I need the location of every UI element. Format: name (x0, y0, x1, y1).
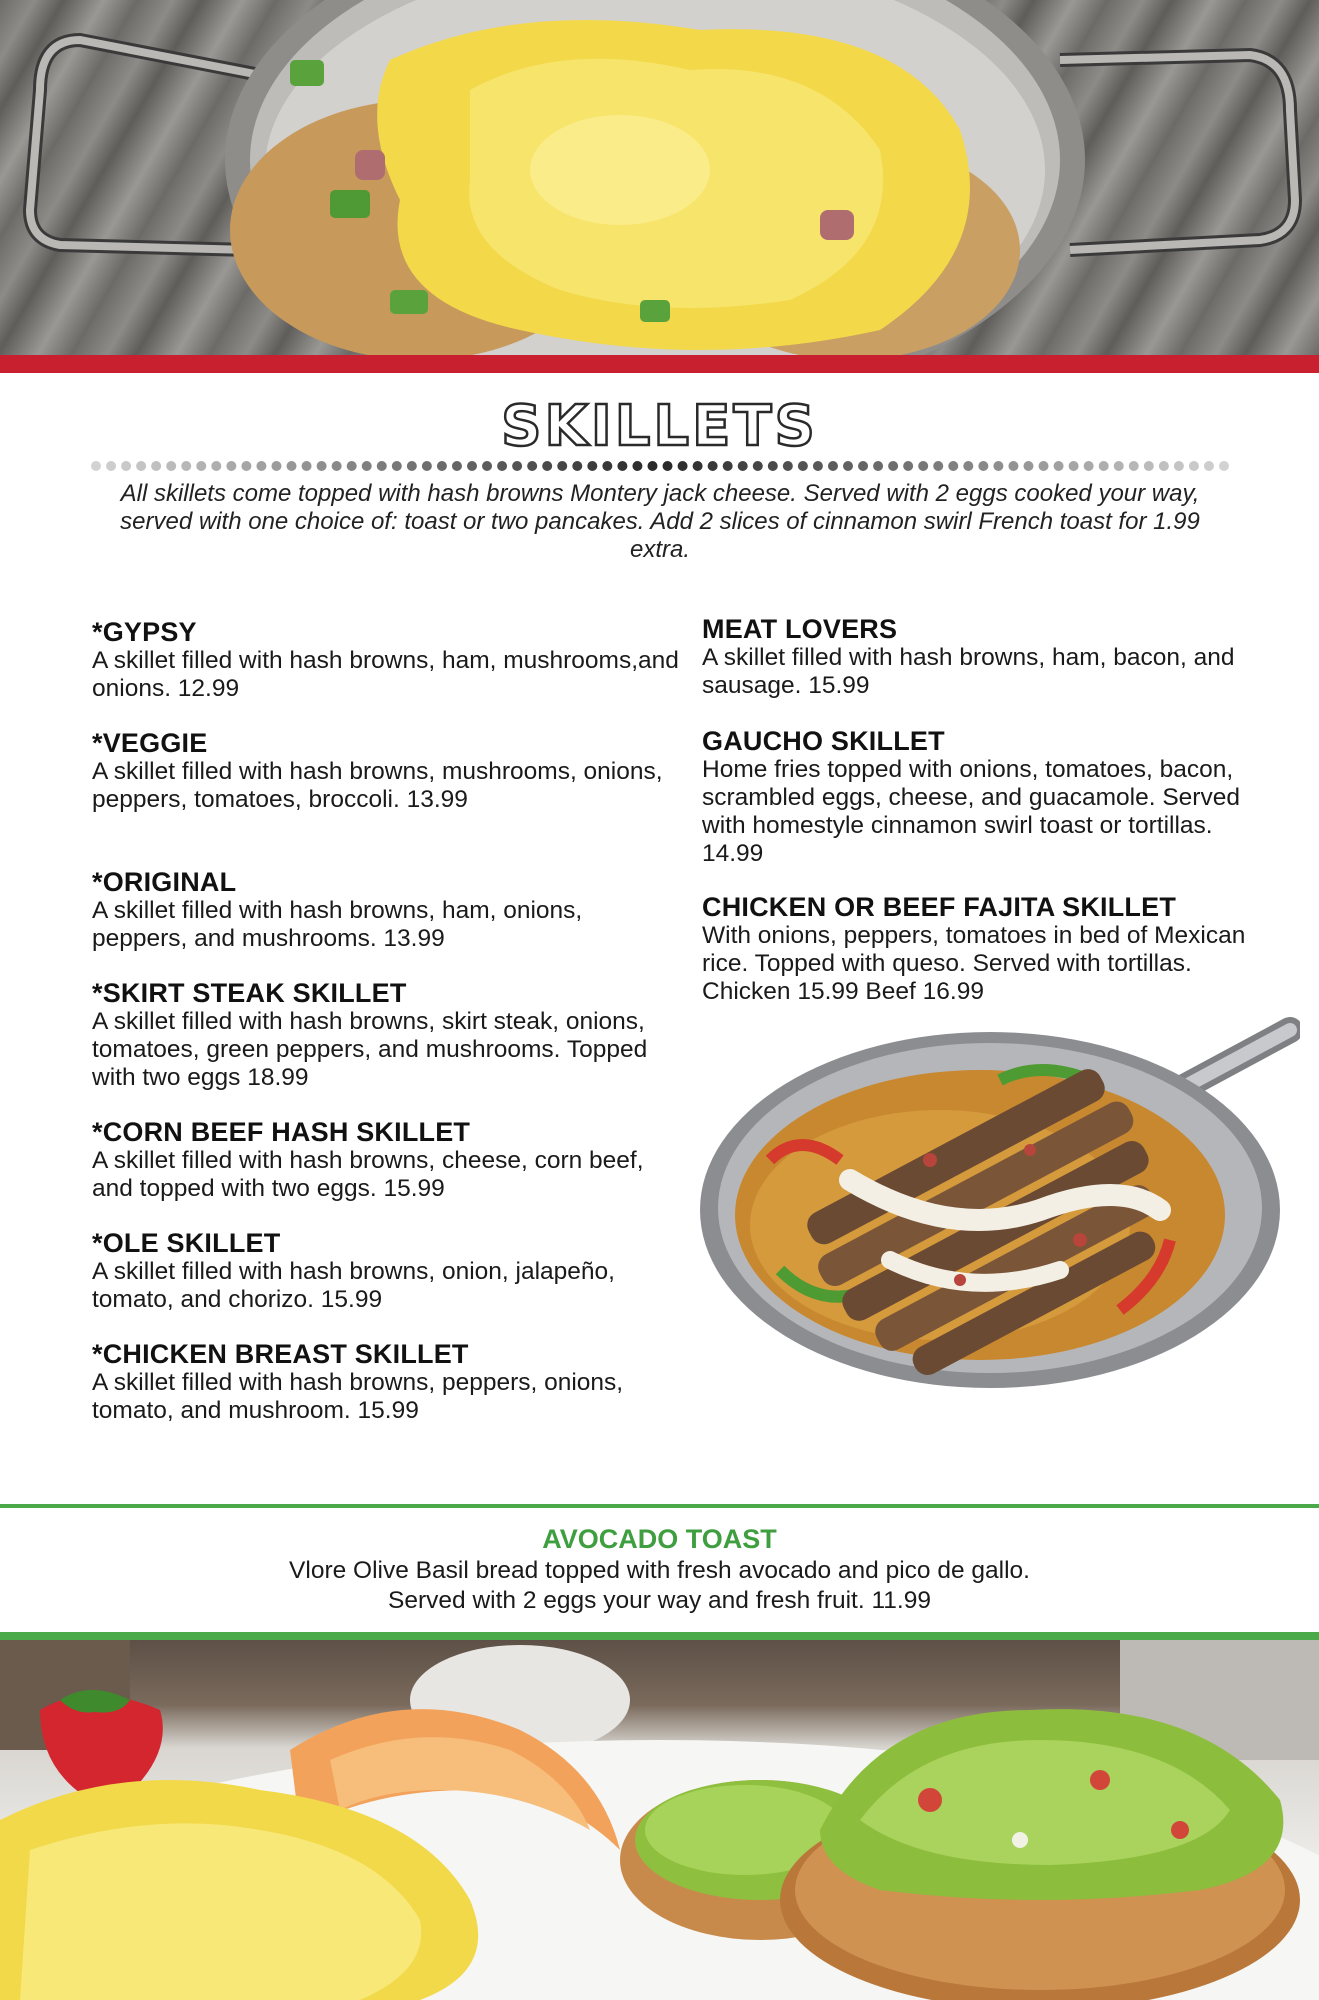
divider-dot (542, 461, 552, 471)
divider-dot (693, 461, 703, 471)
divider-dot (1174, 461, 1184, 471)
egg-skillet-illustration (0, 0, 1319, 355)
divider-dot (557, 461, 567, 471)
divider-dot (723, 461, 733, 471)
divider-dot (106, 461, 116, 471)
divider-dot (963, 461, 973, 471)
divider-dot (1099, 461, 1109, 471)
divider-dot (843, 461, 853, 471)
divider-dot (377, 461, 387, 471)
divider-dot (1144, 461, 1154, 471)
divider-dot (347, 461, 357, 471)
menu-item-fajita (702, 893, 1262, 1006)
divider-dot (858, 461, 868, 471)
divider-dot (1159, 461, 1169, 471)
divider-dot (1084, 461, 1094, 471)
item-description: Home fries topped with onions, tomatoes, bacon, scrambled eggs, cheese, and guacamole. Served with homestyle cinnamon swirl toast or tortillas. 14.99 (702, 756, 1240, 867)
item-name: MEAT LOVERS (702, 614, 898, 644)
divider-dot (166, 461, 176, 471)
menu-item-skirt-steak (92, 979, 682, 1092)
item-name: *ORIGINAL (92, 867, 237, 897)
divider-dot (1219, 461, 1229, 471)
divider-dot (813, 461, 823, 471)
item-description: A skillet filled with hash browns, cheese, corn beef, and topped with two eggs. 15.99 (92, 1147, 644, 1202)
divider-dot (1054, 461, 1064, 471)
divider-dot (1114, 461, 1124, 471)
divider-dot (1204, 461, 1214, 471)
divider-dot (181, 461, 191, 471)
green-divider-bottom (0, 1632, 1319, 1640)
divider-dot (903, 461, 913, 471)
item-name: *CHICKEN BREAST SKILLET (92, 1339, 469, 1369)
item-description: A skillet filled with hash browns, ham, onions, peppers, and mushrooms. 13.99 (92, 897, 583, 952)
divider-dot (783, 461, 793, 471)
divider-dot (587, 461, 597, 471)
divider-dot (407, 461, 417, 471)
divider-dot (1039, 461, 1049, 471)
item-description: A skillet filled with hash browns, peppers, onions, tomato, and mushroom. 15.99 (92, 1369, 624, 1424)
item-description: With onions, peppers, tomatoes in bed of Mexican rice. Topped with queso. Served with tortillas. Chicken 15.99 Beef 16.99 (702, 922, 1246, 1005)
divider-dot (527, 461, 537, 471)
divider-dot (302, 461, 312, 471)
divider-dot (647, 461, 657, 471)
divider-dot (978, 461, 988, 471)
avocado-toast-photo (0, 1640, 1319, 2000)
divider-dot (738, 461, 748, 471)
green-divider-top (0, 1504, 1319, 1508)
item-name: *CORN BEEF HASH SKILLET (92, 1117, 471, 1147)
divider-dot (151, 461, 161, 471)
divider-dot (512, 461, 522, 471)
divider-dot (482, 461, 492, 471)
divider-dot (332, 461, 342, 471)
divider-dot (287, 461, 297, 471)
divider-dot (226, 461, 236, 471)
fajita-skillet-photo (700, 1010, 1300, 1410)
menu-item-ole (92, 1229, 682, 1314)
divider-dot (452, 461, 462, 471)
divider-dot (632, 461, 642, 471)
red-divider-bar (0, 355, 1319, 373)
divider-dot (602, 461, 612, 471)
section-title: SKILLETS (501, 394, 818, 459)
divider-dot (888, 461, 898, 471)
divider-dot (918, 461, 928, 471)
menu-item-gaucho (702, 727, 1262, 868)
divider-dot (948, 461, 958, 471)
item-description: A skillet filled with hash browns, onion, jalapeño, tomato, and chorizo. 15.99 (92, 1258, 615, 1313)
avocado-toast-description (0, 1556, 1319, 1616)
divider-dot (437, 461, 447, 471)
divider-dot (933, 461, 943, 471)
menu-item-gypsy (92, 618, 682, 703)
divider-dot (1129, 461, 1139, 471)
item-name: *SKIRT STEAK SKILLET (92, 978, 407, 1008)
divider-dot (317, 461, 327, 471)
divider-dot (1008, 461, 1018, 471)
divider-dot (768, 461, 778, 471)
item-description: A skillet filled with hash browns, ham, mushrooms,and onions. 12.99 (92, 647, 679, 702)
item-description: A skillet filled with hash browns, mushrooms, onions, peppers, tomatoes, broccoli. 13.99 (92, 758, 663, 813)
divider-dot (708, 461, 718, 471)
divider-dot (362, 461, 372, 471)
dotted-divider (90, 458, 1230, 474)
divider-dot (873, 461, 883, 471)
item-name: GAUCHO SKILLET (702, 726, 945, 756)
menu-item-original (92, 868, 682, 953)
divider-dot (1189, 461, 1199, 471)
divider-dot (678, 461, 688, 471)
item-description: A skillet filled with hash browns, ham, bacon, and sausage. 15.99 (702, 644, 1235, 699)
divider-dot (993, 461, 1003, 471)
divider-dot (211, 461, 221, 471)
avocado-toast-title: AVOCADO TOAST (542, 1524, 777, 1554)
divider-dot (572, 461, 582, 471)
divider-dot (1023, 461, 1033, 471)
divider-dot (241, 461, 251, 471)
divider-dot (256, 461, 266, 471)
divider-dot (91, 461, 101, 471)
divider-dot (392, 461, 402, 471)
divider-dot (422, 461, 432, 471)
divider-dot (753, 461, 763, 471)
divider-dot (663, 461, 673, 471)
menu-item-corn-beef-hash (92, 1118, 682, 1203)
divider-dot (121, 461, 131, 471)
divider-dot (497, 461, 507, 471)
item-name: *VEGGIE (92, 728, 208, 758)
menu-item-chicken-breast (92, 1340, 682, 1425)
divider-dot (271, 461, 281, 471)
divider-dot (798, 461, 808, 471)
divider-dot (196, 461, 206, 471)
section-intro: All skillets come topped with hash browns Montery jack cheese. Served with 2 eggs cooked your way, served with one choice of: toast or two pancakes. Add 2 slices of cinnamon swirl French toast for 1.99 extra. (120, 480, 1200, 563)
item-name: CHICKEN OR BEEF FAJITA SKILLET (702, 892, 1177, 922)
avocado-desc-line-1: Vlore Olive Basil bread topped with fresh avocado and pico de gallo. (289, 1557, 1030, 1584)
menu-item-veggie (92, 729, 682, 814)
item-name: *OLE SKILLET (92, 1228, 281, 1258)
item-name: *GYPSY (92, 617, 197, 647)
divider-dot (828, 461, 838, 471)
divider-dot (1069, 461, 1079, 471)
divider-dot (467, 461, 477, 471)
avocado-toast-illustration (0, 1640, 1319, 2000)
menu-item-meat-lovers (702, 615, 1262, 700)
top-skillet-photo (0, 0, 1319, 355)
avocado-desc-line-2: Served with 2 eggs your way and fresh fruit. 11.99 (388, 1587, 931, 1614)
item-description: A skillet filled with hash browns, skirt steak, onions, tomatoes, green peppers, and mushrooms. Topped with two eggs 18.99 (92, 1008, 648, 1091)
divider-dot (617, 461, 627, 471)
divider-dot (136, 461, 146, 471)
